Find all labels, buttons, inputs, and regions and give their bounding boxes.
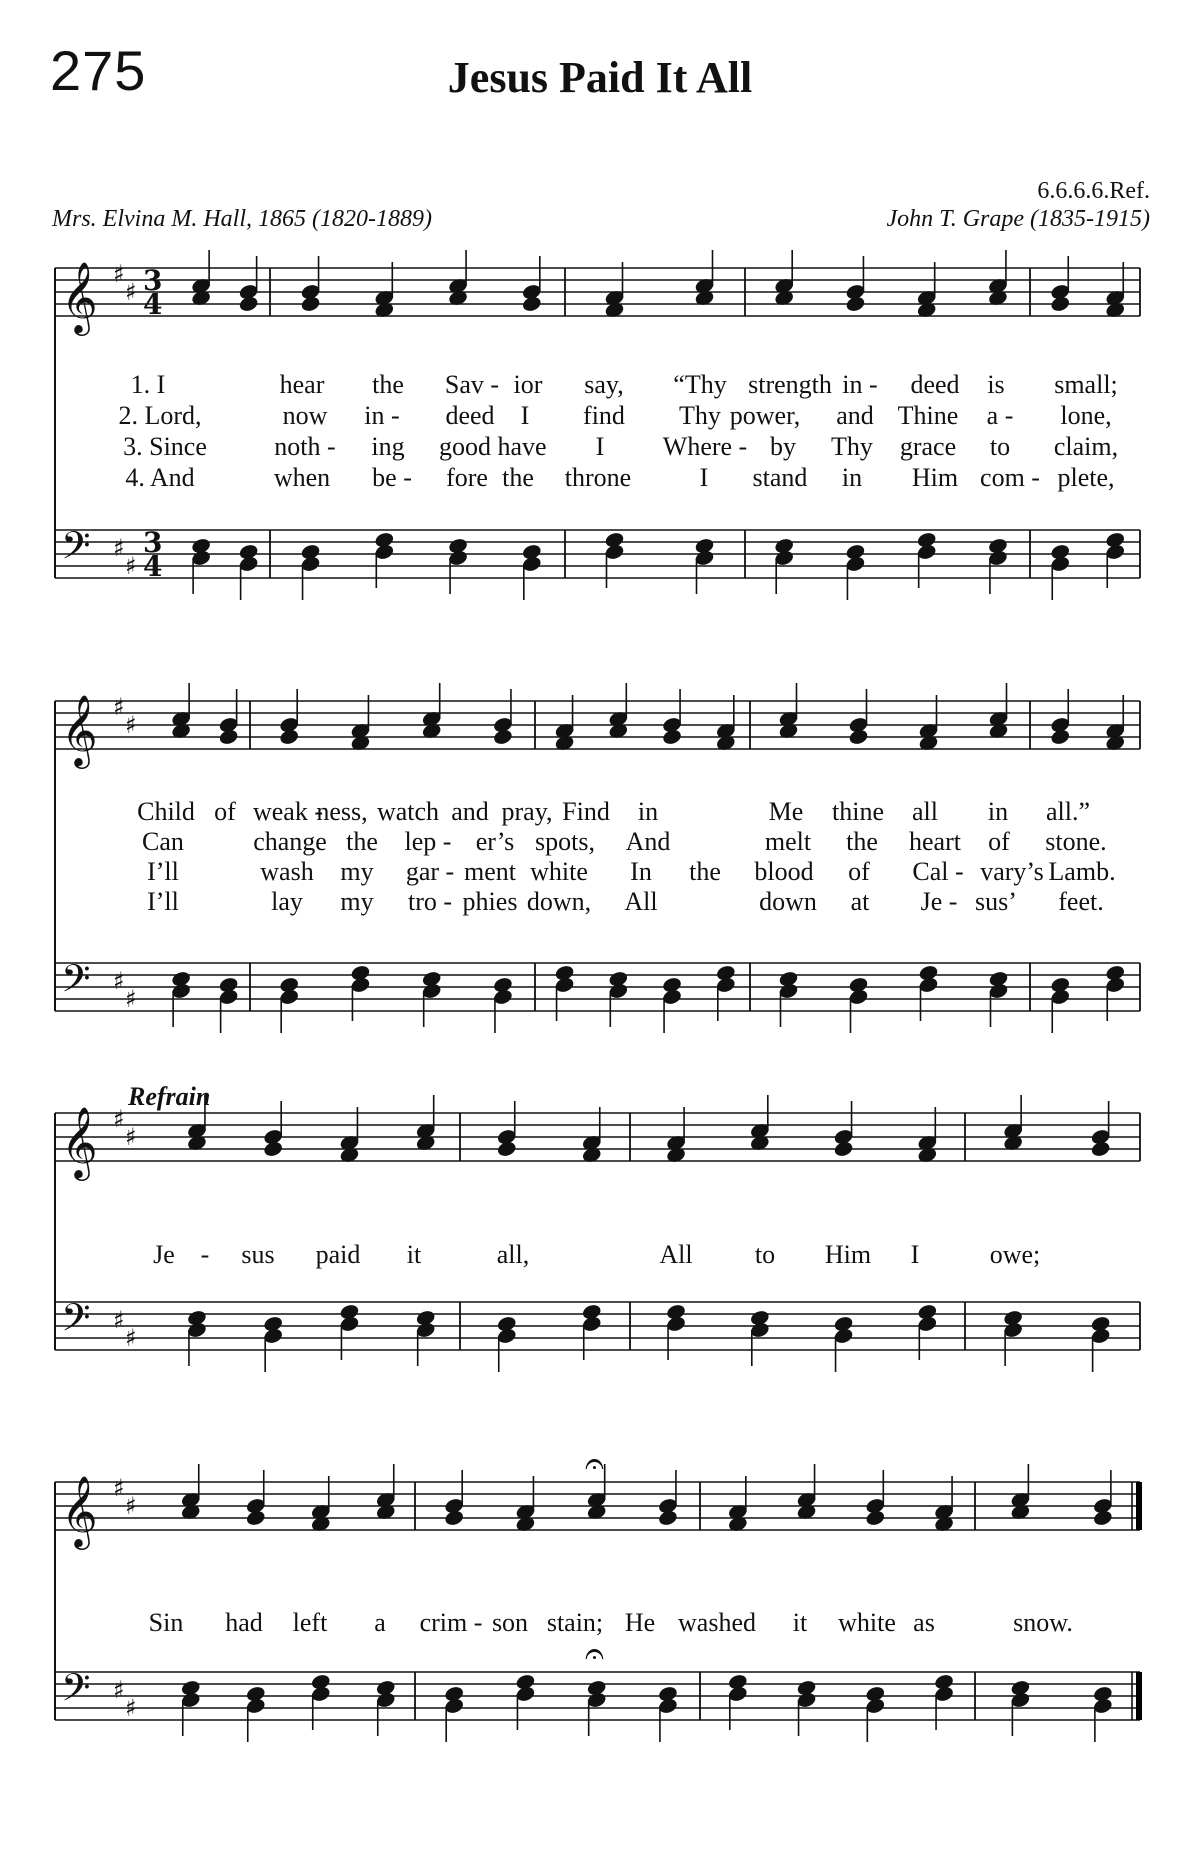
final-barline [1136,1672,1142,1720]
lyric-syllable: a - [986,401,1014,430]
lyric-syllable: and [836,401,874,430]
lyric-syllable: all.” [1045,797,1091,826]
sharp-icon: ♯ [113,1474,125,1502]
lyric-syllable: fore [446,463,488,492]
lyric-syllable: the [689,857,721,886]
lyric-syllable: gar - [405,857,455,886]
music-credit: John T. Grape (1835-1915) [886,206,1150,232]
lyric-syllable: pray, [501,797,553,826]
lyric-syllable: Thy [831,432,873,461]
lyric-syllable: heart [909,827,961,856]
treble-notehead [833,1140,854,1158]
treble-notehead [661,728,682,746]
lyric-syllable: it [406,1240,422,1269]
lyric-syllable: snow. [1013,1608,1073,1637]
sharp-icon: ♯ [113,1676,125,1704]
lyric-syllable: Cal - [912,857,964,886]
lyric-syllable: I [520,401,530,430]
lyric-syllable: of [988,827,1010,856]
treble-clef-icon: 𝄞 [61,1474,98,1547]
lyric-syllable: down, [526,887,592,916]
lyric-syllable: deed [445,401,495,430]
sharp-icon: ♯ [113,1306,125,1334]
lyric-syllable: of [214,797,236,826]
treble-notehead [1092,1509,1113,1527]
lyric-syllable: of [848,857,870,886]
lyric-syllable: to [754,1240,776,1269]
lyric-syllable: Sin [148,1608,184,1637]
lyric-syllable: it [792,1608,808,1637]
lyric-syllable: blood [754,857,814,886]
lyric-syllable: 3. Since [123,432,207,461]
treble-notehead [848,728,869,746]
sharp-icon: ♯ [125,711,137,739]
hymn-title: Jesus Paid It All [447,53,753,102]
lyric-syllable: I’ll [147,857,179,886]
fermata-icon: 𝄐 [585,1634,604,1674]
lyric-syllable: the [846,827,878,856]
bass-clef-icon: 𝄢 [61,523,91,577]
lyric-syllable: lay [271,887,303,916]
lyric-line [0,401,1200,431]
lyric-syllable: com - [980,463,1040,492]
lyric-syllable: thine [832,797,884,826]
treble-notehead [263,1140,284,1158]
time-signature-bottom: 4 [143,550,163,583]
treble-notehead [496,1140,517,1158]
sharp-icon: ♯ [125,1324,137,1352]
treble-notehead [238,295,259,313]
bass-clef-icon: 𝄢 [61,1295,91,1349]
fermata-icon: 𝄐 [585,1444,604,1484]
lyric-syllable: the [346,827,378,856]
lyric-syllable: weak - [252,797,324,826]
lyric-syllable: grace [899,432,957,461]
lyric-line [0,827,1200,857]
lyric-syllable: Lamb. [1048,857,1116,886]
lyric-syllable: Me [768,797,804,826]
lyric-syllable: plete, [1057,463,1115,492]
lyric-syllable: good [439,432,491,461]
lyric-syllable: now [282,401,328,430]
lyric-syllable: 4. And [125,463,195,492]
lyric-syllable: ior [513,370,543,399]
lyric-syllable: son [491,1608,529,1637]
sharp-icon: ♯ [125,552,137,580]
lyric-line [0,857,1200,887]
lyric-syllable: as [913,1608,935,1637]
lyric-syllable: the [502,463,534,492]
lyric-syllable: Find [562,797,610,826]
lyric-syllable: I [595,432,605,461]
lyric-syllable: in [987,797,1009,826]
lyric-syllable: er’s [475,827,515,856]
lyric-syllable: tro - [407,887,453,916]
treble-clef-icon: 𝄞 [61,693,98,766]
lyric-syllable: stone. [1045,827,1107,856]
lyric-syllable: find [583,401,625,430]
lyric-syllable: sus [241,1240,275,1269]
lyric-syllable: all, [496,1240,530,1269]
lyric-syllable: washed [678,1608,756,1637]
treble-notehead [1050,728,1071,746]
sharp-icon: ♯ [125,1123,137,1151]
lyric-syllable: phies [462,887,518,916]
bass-clef-icon: 𝄢 [61,956,91,1010]
lyric-syllable: paid [315,1240,361,1269]
lyric-syllable: watch [376,797,440,826]
lyric-syllable: down [759,887,817,916]
lyric-syllable: Can [142,827,184,856]
treble-notehead [245,1509,266,1527]
lyric-syllable: left [292,1608,328,1637]
lyric-syllable: Je - [920,887,958,916]
lyric-syllable: ness, [316,797,368,826]
lyric-syllable: feet. [1058,887,1104,916]
treble-notehead [218,728,239,746]
lyric-syllable: “Thy [673,370,727,399]
lyric-syllable: in - [842,370,878,399]
lyric-syllable: Thine [897,401,959,430]
lyric-syllable: deed [910,370,960,399]
lyric-syllable: noth - [274,432,336,461]
lyric-syllable: a [374,1608,386,1637]
lyric-syllable: ment [464,857,516,886]
sharp-icon: ♯ [113,967,125,995]
lyric-syllable: Sav - [444,370,500,399]
treble-notehead [1050,295,1071,313]
lyric-syllable: my [340,887,374,916]
sharp-icon: ♯ [125,1694,137,1722]
lyric-syllable: be - [372,463,412,492]
treble-notehead [845,295,866,313]
lyric-syllable: He [624,1608,656,1637]
lyric-syllable: in - [364,401,400,430]
lyric-syllable: the [372,370,404,399]
lyric-syllable: 1. I [130,370,166,399]
lyric-line [0,463,1200,493]
treble-notehead [444,1509,465,1527]
lyric-line [0,432,1200,462]
lyric-syllable: have [497,432,547,461]
lyric-syllable: my [340,857,374,886]
time-signature-top: 3 [143,264,163,297]
lyric-syllable: in [637,797,659,826]
lyric-syllable: hear [279,370,325,399]
lyric-syllable: All [659,1240,693,1269]
lyric-line [0,797,1200,827]
lyric-syllable: white [530,857,588,886]
sharp-icon: ♯ [113,534,125,562]
lyric-syllable: All [624,887,658,916]
treble-notehead [492,728,513,746]
sharp-icon: ♯ [113,260,125,288]
lyric-syllable: spots, [535,827,595,856]
lyric-syllable: ing [371,432,405,461]
meter-label: 6.6.6.6.Ref. [1037,178,1150,204]
bass-clef-icon: 𝄢 [61,1665,91,1719]
lyric-syllable: lone, [1060,401,1112,430]
treble-notehead [657,1509,678,1527]
lyric-syllable: Where - [662,432,748,461]
lyric-syllable: In [630,857,652,886]
lyric-syllable: is [987,370,1005,399]
lyric-syllable: throne [564,463,632,492]
lyric-syllable: claim, [1053,432,1119,461]
treble-clef-icon: 𝄞 [61,260,98,333]
lyric-syllable: stain; [546,1608,604,1637]
lyric-syllable: by [770,432,796,461]
treble-notehead [865,1509,886,1527]
lyric-line [0,370,1200,400]
lyric-syllable: power, [729,401,801,430]
lyric-line [0,1608,1200,1638]
lyric-syllable: crim - [419,1608,483,1637]
sharp-icon: ♯ [125,1492,137,1520]
lyric-syllable: stand [752,463,808,492]
words-credit: Mrs. Elvina M. Hall, 1865 (1820-1889) [52,206,432,232]
lyric-syllable: Child [137,797,195,826]
lyric-syllable: all [912,797,938,826]
treble-notehead [521,295,542,313]
lyric-syllable: Je [153,1240,175,1269]
time-signature-top: 3 [143,526,163,559]
lyric-syllable: melt [764,827,812,856]
treble-clef-icon: 𝄞 [61,1105,98,1178]
lyric-syllable: change [253,827,327,856]
lyric-syllable: I’ll [147,887,179,916]
lyric-syllable: And [625,827,671,856]
final-barline [1136,1482,1142,1530]
lyric-line [0,887,1200,917]
refrain-label: Refrain [128,1082,211,1111]
lyric-syllable: white [838,1608,896,1637]
lyric-syllable: wash [260,857,314,886]
treble-notehead [300,295,321,313]
lyric-syllable: - [200,1240,210,1269]
lyric-syllable: at [850,887,870,916]
lyric-syllable: in [841,463,863,492]
sharp-icon: ♯ [113,693,125,721]
sharp-icon: ♯ [113,1105,125,1133]
sharp-icon: ♯ [125,278,137,306]
lyric-line [0,1240,1200,1270]
lyric-syllable: small; [1054,370,1118,399]
lyric-syllable: lep - [404,827,452,856]
lyric-syllable: say, [584,370,624,399]
lyric-syllable: I [699,463,709,492]
lyric-syllable: sus’ [975,887,1017,916]
lyric-syllable: owe; [989,1240,1041,1269]
lyric-syllable: 2. Lord, [118,401,202,430]
time-signature-bottom: 4 [143,288,163,321]
lyric-syllable: and [451,797,489,826]
lyric-syllable: when [273,463,331,492]
treble-notehead [1090,1140,1111,1158]
lyric-syllable: Him [911,463,959,492]
lyric-syllable: I [910,1240,920,1269]
hymn-number: 275 [50,39,147,102]
lyric-syllable: Thy [679,401,721,430]
lyric-syllable: had [225,1608,263,1637]
treble-notehead [279,728,300,746]
lyric-syllable: Him [824,1240,872,1269]
lyric-syllable: strength [748,370,832,399]
lyric-syllable: vary’s [980,857,1044,886]
lyric-syllable: to [989,432,1011,461]
sharp-icon: ♯ [125,985,137,1013]
